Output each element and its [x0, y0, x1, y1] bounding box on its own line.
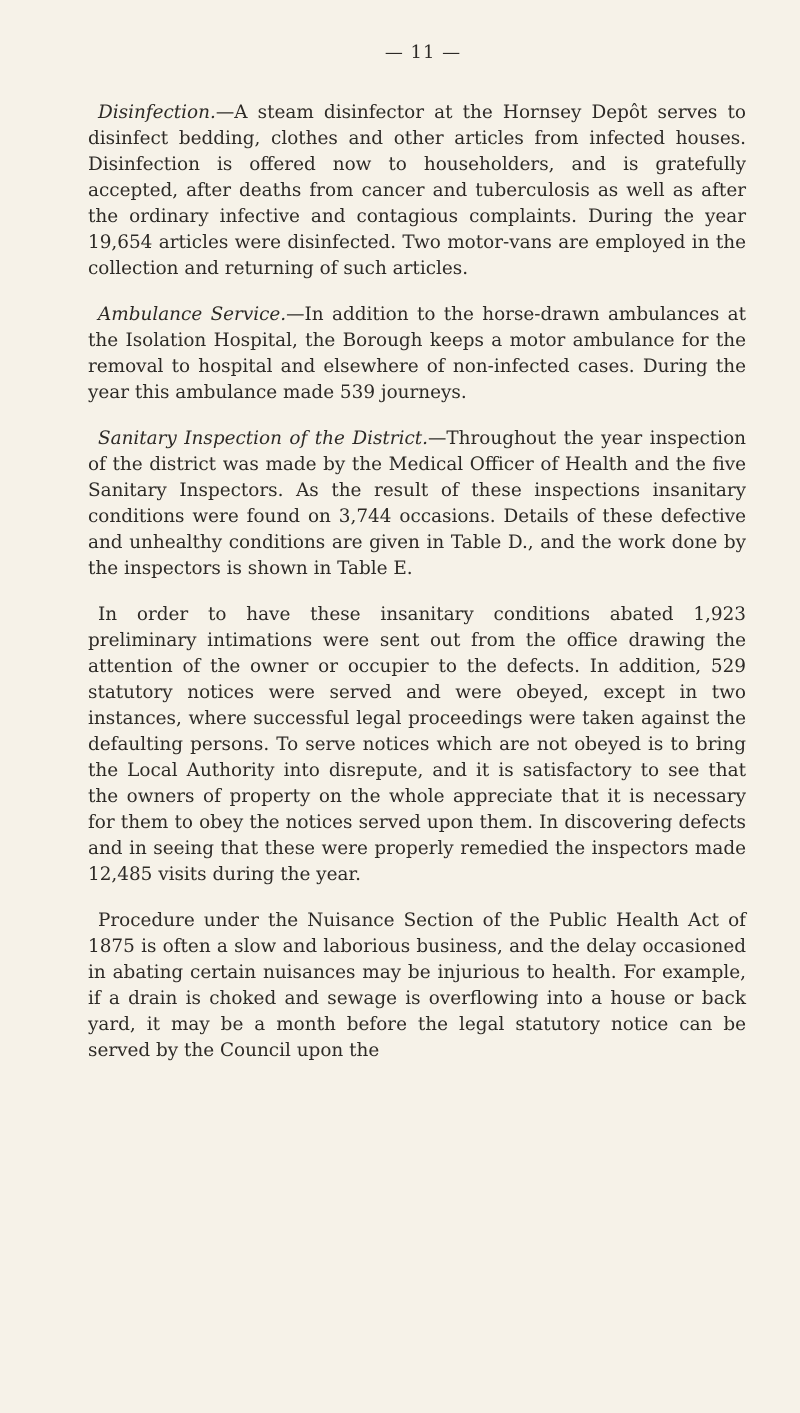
paragraph-body-abatement-notices: In order to have these insanitary conditions abated 1,923 preliminary intimations were sent out from the office drawing the attention of the owner or occupier to the defects. In addition, 529 statutory notices were served and were obeyed, except in two instances, where successful legal proceedings were taken against the defaulting persons. To serve notices which are not obeyed is to bring the Local Authority into disrepute, and it is satisfactory to see that the owners of property on the whole appreciate that it is necessary for them to obey the notices served upon them. In discovering defects and in seeing that these were properly remedied the inspectors made 12,485 visits during the year. — [88, 604, 746, 885]
paragraph-sanitary-inspection — [88, 426, 746, 582]
page-number: — 11 — — [384, 42, 462, 63]
section-heading-sanitary-inspection: Sanitary Inspection of the District. — [98, 428, 429, 449]
paragraph-disinfection — [88, 100, 746, 282]
paragraph-body-disinfection: —A steam disinfector at the Hornsey Depôt serves to disinfect bedding, clothes and other articles from infected houses. Disinfection is offered now to householders, and is gratefully accepted, after deaths from cancer and tuberculosis as well as after the ordinary infective and contagious complaints. During the year 19,654 articles were disinfected. Two motor-vans are employed in the collection and returning of such articles. — [88, 102, 746, 279]
section-heading-ambulance-service: Ambulance Service. — [98, 304, 287, 325]
paragraph-nuisance-procedure — [88, 908, 746, 1064]
paragraph-body-sanitary-inspection: —Throughout the year inspection of the district was made by the Medical Officer of Health and the five Sanitary Inspectors. As the result of these inspections insanitary conditions were found on 3,744 occasions. Details of these defective and unhealthy conditions are given in Table D., and the work done by the inspectors is shown in Table E. — [88, 428, 746, 579]
paragraph-body-ambulance-service: —In addition to the horse-drawn ambulances at the Isolation Hospital, the Borough keeps a motor ambulance for the removal to hospital and elsewhere of non-infected cases. During the year this ambulance made 539 journeys. — [88, 304, 747, 403]
paragraph-body-nuisance-procedure: Procedure under the Nuisance Section of the Public Health Act of 1875 is often a slow and laborious business, and the delay occasioned in abating certain nuisances may be injurious to health. For example, if a drain is choked and sewage is overflowing into a house or back yard, it may be a month before the legal statutory notice can be served by the Council upon the — [88, 910, 746, 1061]
paragraph-abatement-notices — [88, 602, 746, 888]
paragraph-ambulance-service — [88, 302, 746, 406]
section-heading-disinfection: Disinfection. — [98, 102, 216, 123]
